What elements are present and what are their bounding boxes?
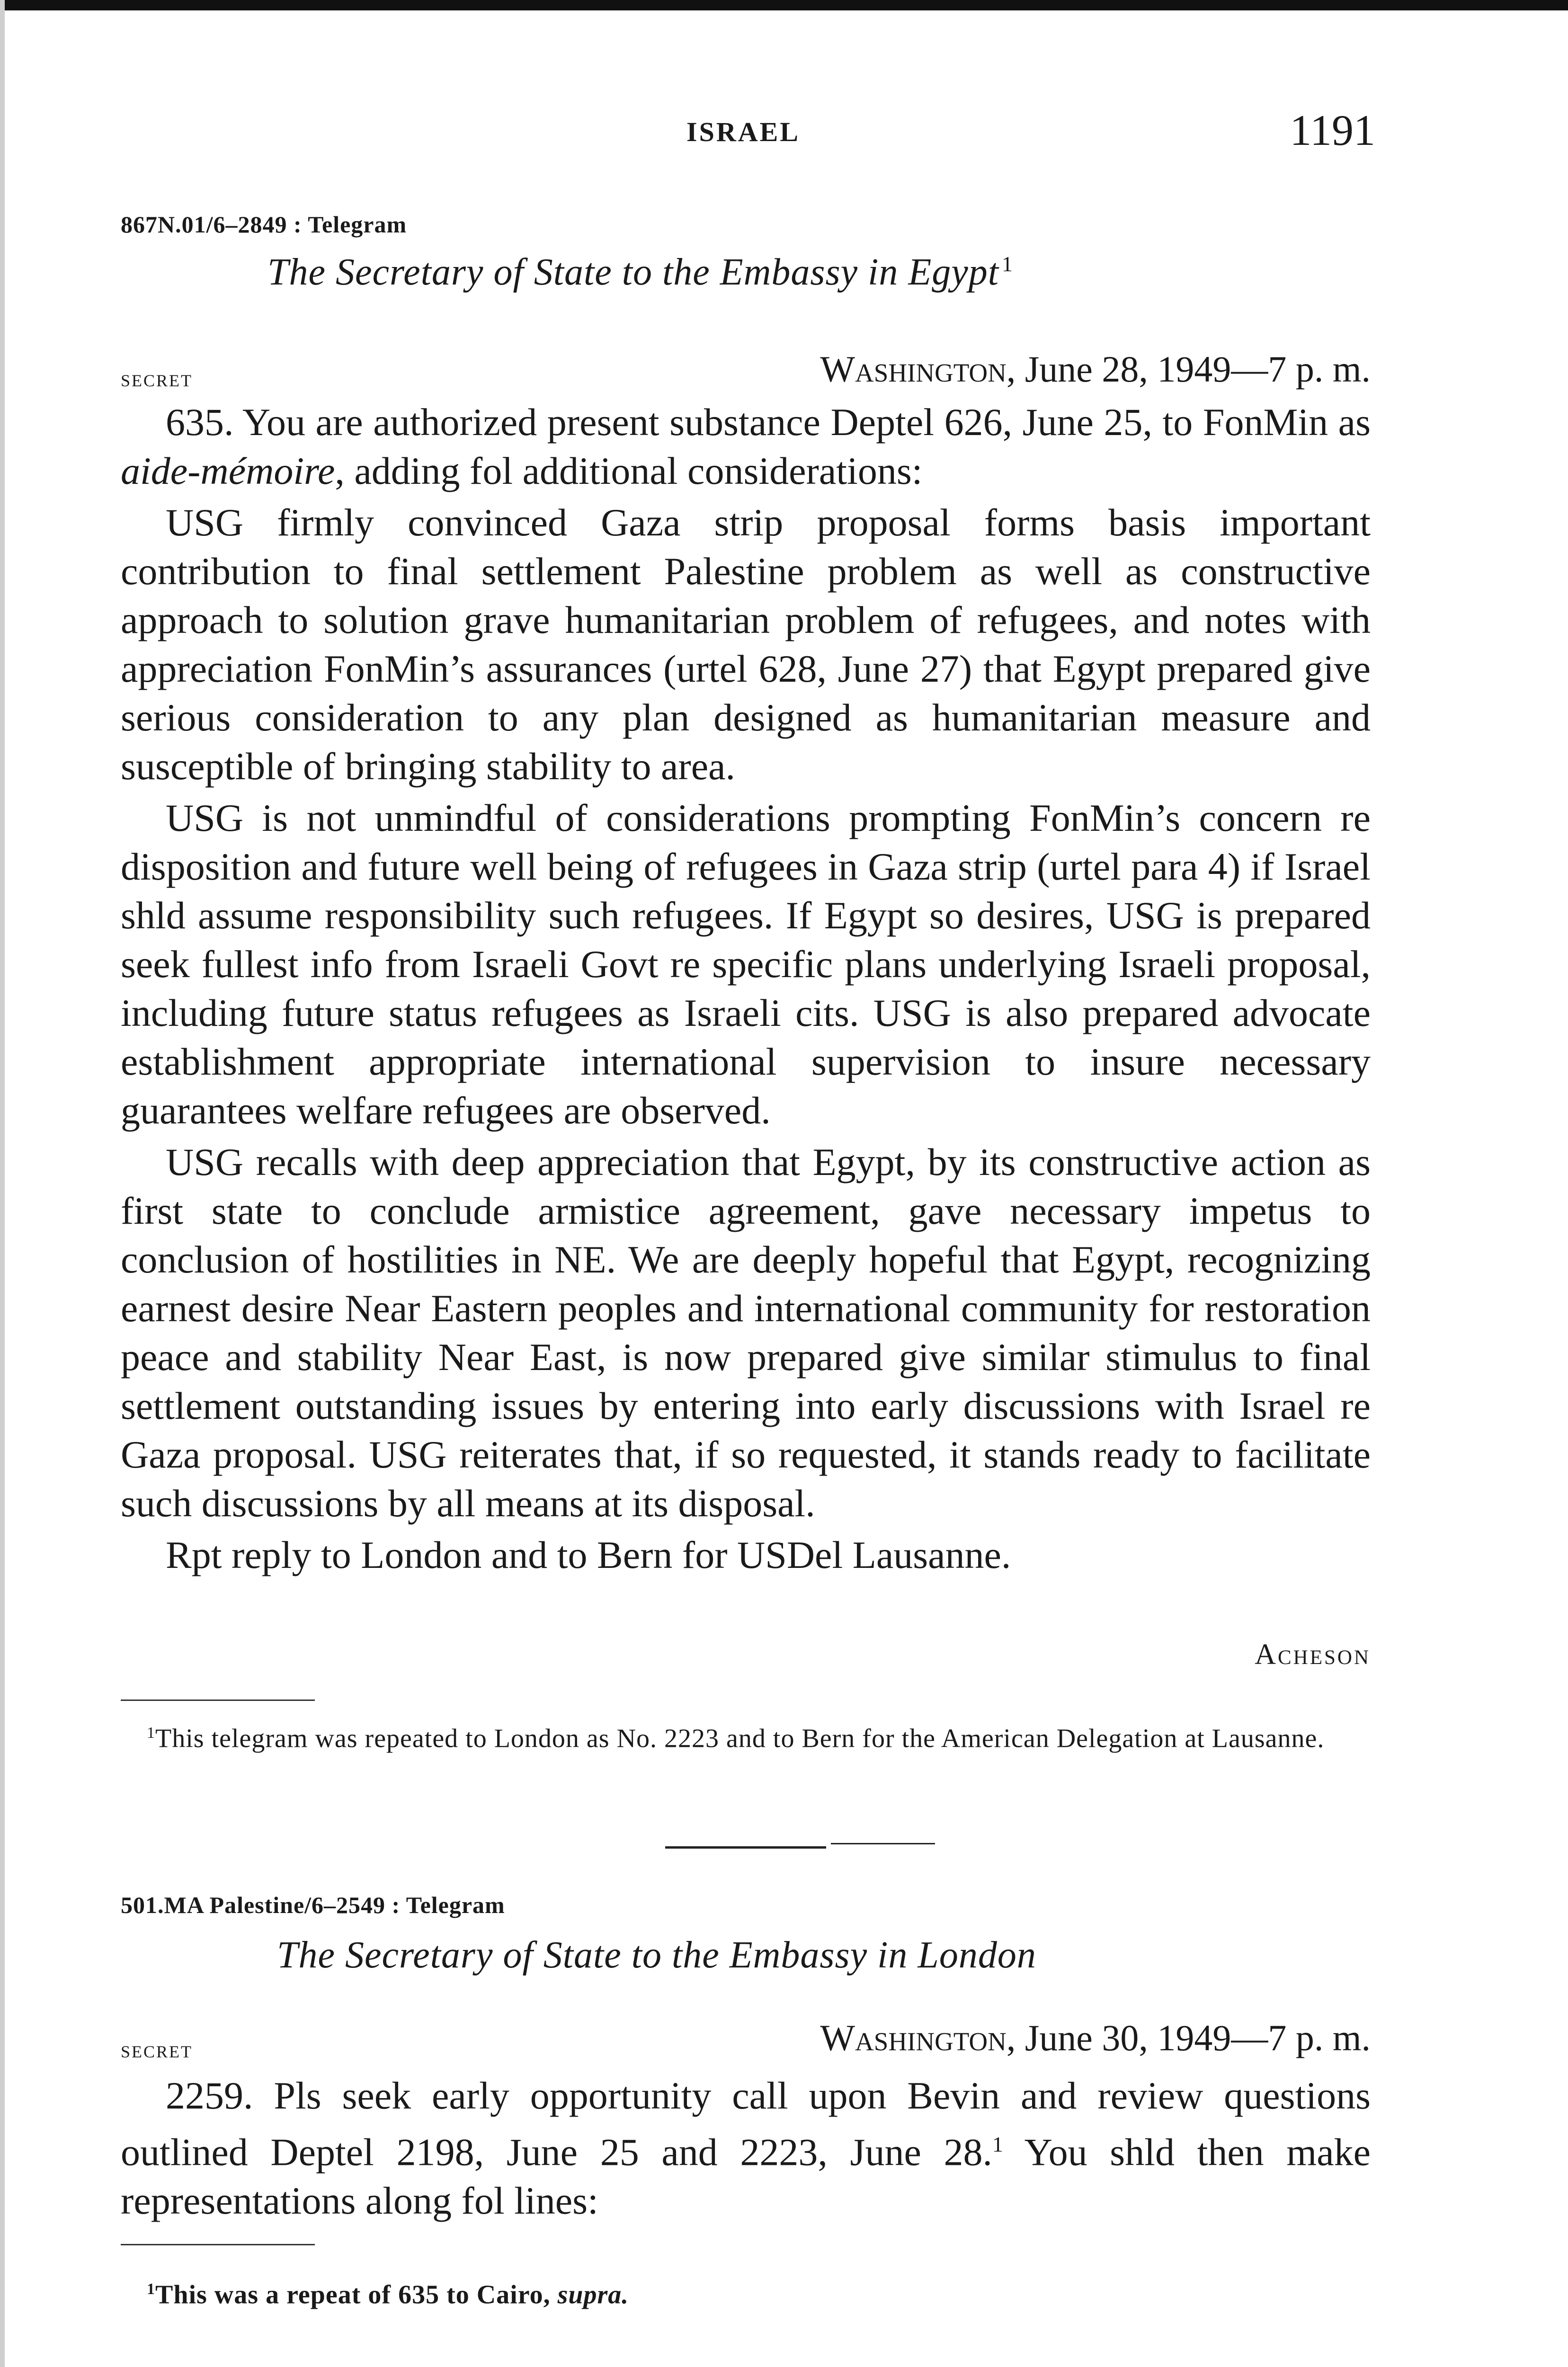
doc2-body <box>121 2071 1371 2225</box>
doc1-paragraph-1: 635. You are authorized present substance Deptel 626, June 25, to FonMin as aide-mémoire, adding fol additional considerations: <box>121 400 1371 492</box>
doc1-footnote-rule <box>121 1700 315 1701</box>
doc1-classification: secret <box>121 365 193 392</box>
doc2-place: Washington, <box>820 2017 1016 2058</box>
doc1-footnote: $^1$This telegram was repeated to London as No. 2223 and to Bern for the American Delegation at Lausanne. <box>147 1724 1325 1753</box>
doc1-title <box>267 251 1013 294</box>
doc1-place: Washington, <box>820 348 1016 390</box>
doc2-title: The Secretary of State to the Embassy in London <box>277 1934 1036 1976</box>
page-number: 1191 <box>1290 106 1375 154</box>
doc1-footnote-ref: 1 <box>147 1724 155 1742</box>
doc1-paragraph-3: USG is not unmindful of considerations prompting FonMin’s concern re disposition and future well being of refugees in Gaza strip (urtel para 4) if Israel shld assume responsibility such refugees. If Egypt so desires, USG is prepared seek fullest info from Israeli Govt re specific plans underlying Israeli proposal, including future status refugees as Israeli cits. USG is also prepared advocate establishment appropriate international supervision to insure necessary guarantees welfare refugees are observed. <box>121 796 1371 1132</box>
running-head: ISRAEL <box>686 116 800 147</box>
doc1-file-id: 867N.01/6–2849 : Telegram <box>121 211 407 238</box>
doc2-classification: secret <box>121 2036 193 2063</box>
scan-top-border <box>0 0 1568 10</box>
doc-separator-rule-2 <box>831 1843 935 1844</box>
doc1-paragraph-2: USG firmly convinced Gaza strip proposal forms basis important contribution to final settlement Palestine problem as well as constructive approach to solution grave humanitarian problem of refugees, and notes with appreciation FonMin’s assurances (urtel 628, June 27) that Egypt prepared give serious consideration to any plan designed as humanitarian measure and susceptible of bringing stability to area. <box>121 501 1371 788</box>
doc2-footnote-ref: 1 <box>147 2280 155 2298</box>
doc-separator-rule <box>665 1846 826 1849</box>
doc2-dateline <box>820 2017 1371 2059</box>
doc2-paragraph-1: 2259. Pls seek early opportunity call upon Bevin and review questions outlined Deptel 2198, June 25 and 2223, June 28.$^1$ You shld then make representations along fol lines: <box>121 2074 1371 2223</box>
doc2-date: June 30, 1949—7 p. m. <box>1025 2017 1371 2058</box>
doc1-dateline <box>820 348 1371 391</box>
doc1-body <box>121 398 1371 1579</box>
doc1-date: June 28, 1949—7 p. m. <box>1025 348 1371 390</box>
doc2-footnote: $^1$This was a repeat of 635 to Cairo, supra. <box>147 2280 629 2310</box>
scan-left-edge <box>0 0 5 2367</box>
doc2-file-id: 501.MA Palestine/6–2549 : Telegram <box>121 1892 505 1918</box>
doc1-signature: Acheson <box>1255 1638 1371 1671</box>
doc1-paragraph-4: USG recalls with deep appreciation that Egypt, by its constructive action as first state to conclude armistice agreement, gave necessary impetus to conclusion of hostilities in NE. We are deeply hopeful that Egypt, recognizing earnest desire Near Eastern peoples and international community for restoration peace and stability Near East, is now prepared give similar stimulus to final settlement outstanding issues by entering into early discussions with Israel re Gaza proposal. USG reiterates that, if so requested, it stands ready to facilitate such discussions by all means at its disposal. <box>121 1140 1371 1525</box>
doc1-title-text: The Secretary of State to the Embassy in Egypt <box>267 251 999 293</box>
doc2-footnote-rule <box>121 2244 315 2245</box>
doc2-note-ref: 1 <box>992 2132 1003 2156</box>
doc1-paragraph-5: Rpt reply to London and to Bern for USDel Lausanne. <box>166 1533 1011 1576</box>
doc1-title-note-ref: 1 <box>1001 252 1013 276</box>
